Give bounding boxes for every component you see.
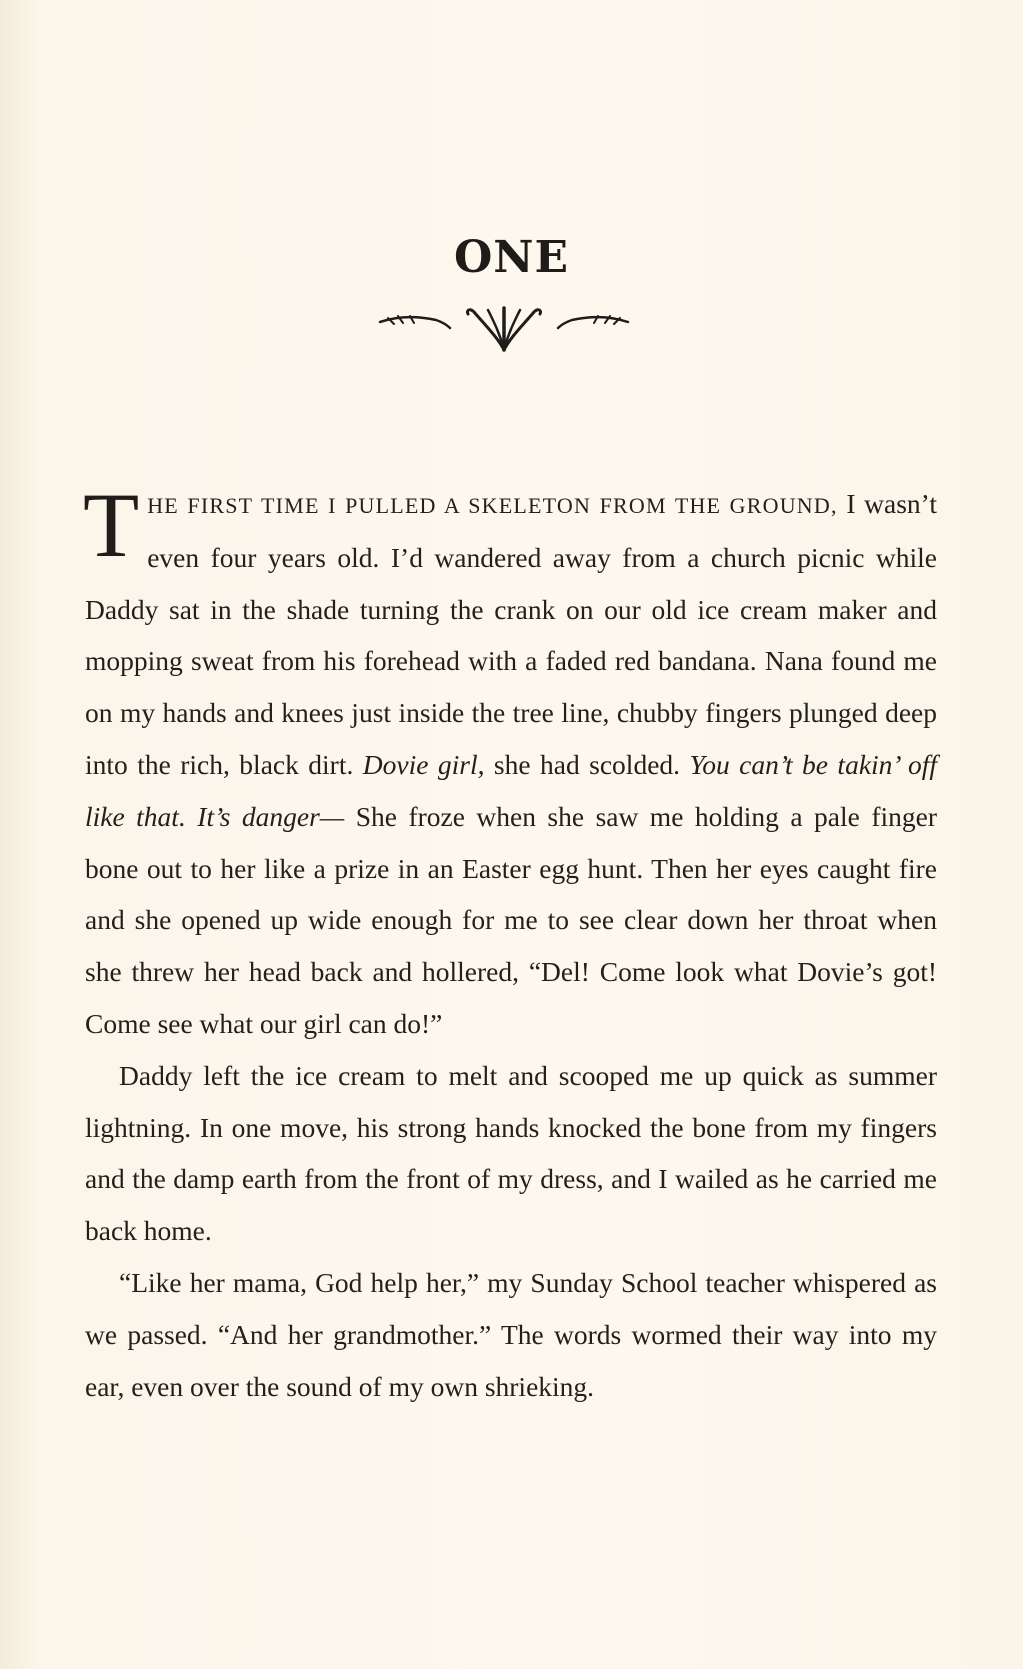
paragraph-1-text-a: I wasn’t even four years old. I’d wandered away from a church picnic while Daddy sat in the shade turning the crank on our old ice cream maker and mopping sweat from his forehead with a faded red bandana. Nana found me on my hands and knees just inside the tree line, chubby fingers plunged deep into the rich, black dirt. bbox=[85, 488, 937, 780]
paragraph-1 bbox=[83, 474, 937, 1050]
chapter-body bbox=[83, 474, 937, 1412]
paragraph-2: Daddy left the ice cream to melt and scooped me up quick as summer lightning. In one move, his strong hands knocked the bone from my fingers and the damp earth from the front of my dress, and I wailed as he carried me back home. bbox=[85, 1059, 937, 1247]
paragraph-1-italic-b: You can’t be takin’ off like that. It’s danger— bbox=[85, 748, 937, 832]
paragraph-3: “Like her mama, God help her,” my Sunday School teacher whispered as we passed. “And her grandmother.” The words wormed their way into my ear, even over the sound of my own shrieking. bbox=[85, 1266, 937, 1402]
lead-in-small-caps: HE FIRST TIME I PULLED A SKELETON FROM THE GROUND, bbox=[147, 493, 838, 518]
paragraph-1-text-c: She froze when she saw me holding a pale finger bone out to her like a prize in an Easter egg hunt. Then her eyes caught fire and she opened up wide enough for me to see clear down her throat when she threw her head back and hollered, “Del! Come look what Dovie’s got! Come see what our girl can do!” bbox=[85, 800, 937, 1039]
chapter-title: ONE bbox=[453, 232, 570, 283]
paragraph-1-italic-a: Dovie girl, bbox=[362, 748, 485, 780]
flourish-ornament-icon bbox=[378, 304, 630, 354]
drop-cap: T bbox=[83, 474, 140, 576]
paragraph-1-text-b: she had scolded. bbox=[484, 748, 690, 780]
